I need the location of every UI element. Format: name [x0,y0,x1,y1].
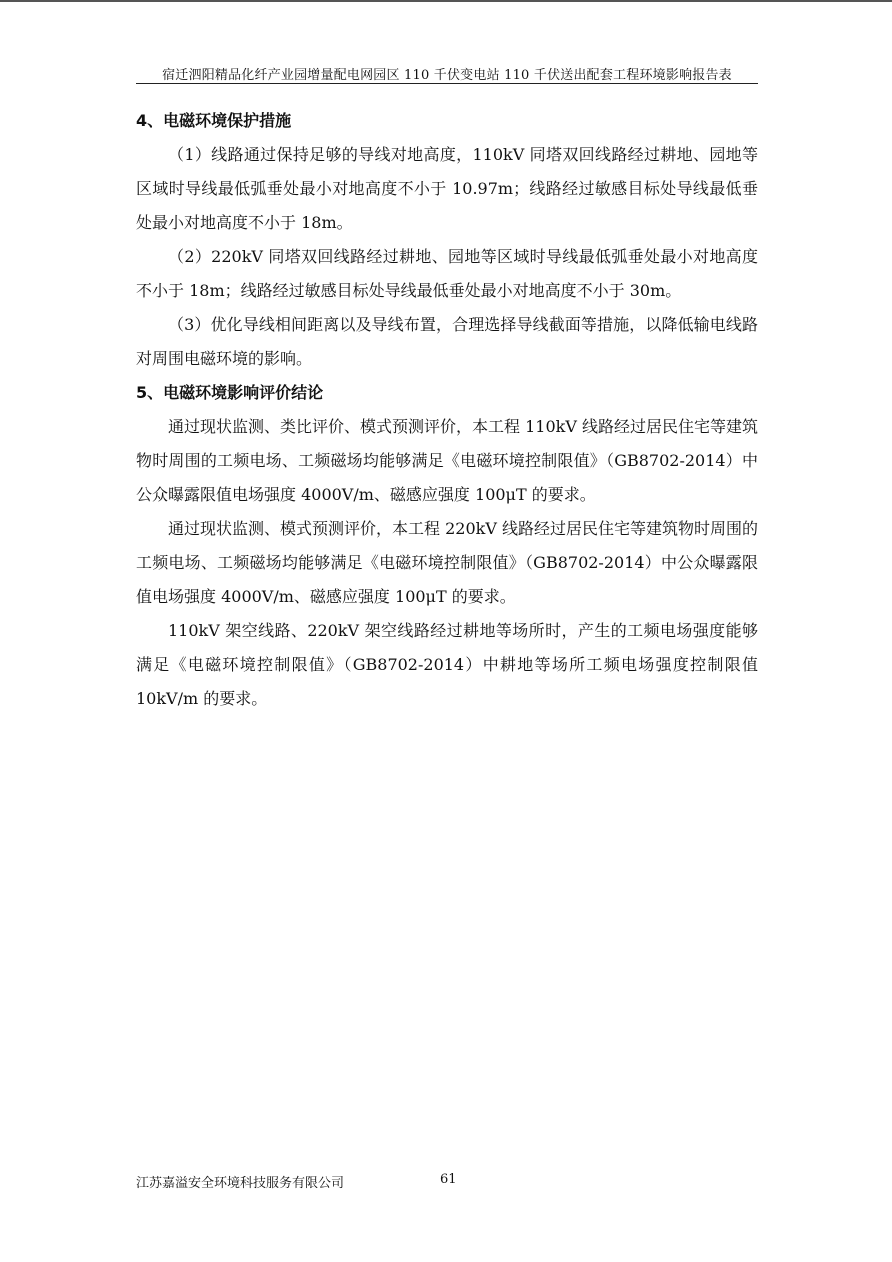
paragraph: （1）线路通过保持足够的导线对地高度，110kV 同塔双回线路经过耕地、园地等区域时导线最低弧垂处最小对地高度不小于 10.97m；线路经过敏感目标处导线最低垂处最小对地高度不小于 18m。 [136,145,758,232]
section-em-conclusion [136,376,758,716]
document-body [136,104,758,716]
paragraph: （3）优化导线相间距离以及导线布置，合理选择导线截面等措施，以降低输电线路对周围电磁环境的影响。 [136,315,758,368]
paragraph: 通过现状监测、模式预测评价，本工程 220kV 线路经过居民住宅等建筑物时周围的工频电场、工频磁场均能够满足《电磁环境控制限值》（GB8702-2014）中公众曝露限值电场强度 4000V/m、磁感应强度 100μT 的要求。 [136,519,758,606]
footer-page-number: 61 [440,1172,457,1187]
paragraph: 110kV 架空线路、220kV 架空线路经过耕地等场所时，产生的工频电场强度能够满足《电磁环境控制限值》（GB8702-2014）中耕地等场所工频电场强度控制限值 10kV/m 的要求。 [136,621,758,708]
paragraph: （2）220kV 同塔双回线路经过耕地、园地等区域时导线最低弧垂处最小对地高度不小于 18m；线路经过敏感目标处导线最低垂处最小对地高度不小于 30m。 [136,247,758,300]
footer-company-name: 江苏嘉溢安全环境科技服务有限公司 [136,1176,345,1191]
page-top-border [0,0,892,2]
page-header-title: 宿迁泗阳精品化纤产业园增量配电网园区 110 千伏变电站 110 千伏送出配套工程环境影响报告表 [162,68,732,83]
section-em-protection [136,104,758,376]
header-divider [136,83,758,84]
section-heading: 4、电磁环境保护措施 [136,111,292,130]
paragraph: 通过现状监测、类比评价、模式预测评价，本工程 110kV 线路经过居民住宅等建筑物时周围的工频电场、工频磁场均能够满足《电磁环境控制限值》（GB8702-2014）中公众曝露限值电场强度 4000V/m、磁感应强度 100μT 的要求。 [136,417,758,504]
section-heading: 5、电磁环境影响评价结论 [136,383,324,402]
